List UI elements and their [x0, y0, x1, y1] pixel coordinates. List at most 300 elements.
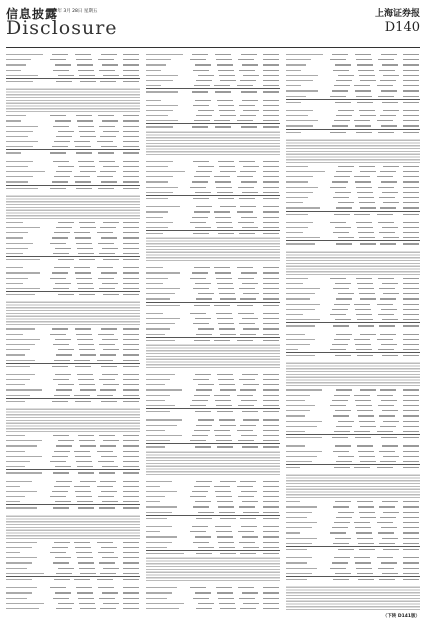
row-value-placeholder — [198, 110, 214, 111]
row-label-placeholder — [6, 232, 28, 233]
row-value-placeholder — [382, 501, 398, 502]
row-value-placeholder — [403, 197, 419, 198]
row-value-placeholder — [123, 237, 139, 238]
row-label-placeholder — [6, 603, 44, 604]
row-value-placeholder — [77, 374, 93, 375]
row-value-placeholder — [263, 166, 279, 167]
row-label-placeholder — [146, 405, 175, 406]
row-value-placeholder — [332, 90, 348, 91]
row-value-placeholder — [356, 349, 372, 350]
row-label-placeholder — [146, 171, 185, 172]
row-value-placeholder — [382, 192, 398, 193]
row-value-placeholder — [335, 192, 351, 193]
row-value-placeholder — [102, 64, 118, 65]
row-value-placeholder — [335, 283, 351, 284]
row-label-placeholder — [286, 579, 307, 580]
row-label-placeholder — [286, 568, 317, 569]
row-value-placeholder — [79, 259, 95, 260]
row-value-placeholder — [383, 549, 399, 550]
body-text-block — [286, 473, 420, 499]
row-value-placeholder — [403, 344, 419, 345]
row-value-placeholder — [56, 573, 72, 574]
row-value-placeholder — [241, 526, 257, 527]
row-value-placeholder — [381, 90, 397, 91]
row-value-placeholder — [332, 400, 348, 401]
row-value-placeholder — [263, 481, 279, 482]
row-value-placeholder — [378, 187, 394, 188]
row-label-placeholder — [146, 217, 163, 218]
row-value-placeholder — [263, 293, 279, 294]
row-value-placeholder — [217, 100, 233, 101]
row-value-placeholder — [381, 400, 397, 401]
row-value-placeholder — [123, 131, 139, 132]
row-value-placeholder — [219, 328, 235, 329]
row-label-placeholder — [6, 70, 21, 71]
column-middle — [146, 52, 280, 610]
row-value-placeholder — [190, 222, 206, 223]
row-value-placeholder — [198, 328, 214, 329]
row-value-placeholder — [360, 207, 376, 208]
row-value-placeholder — [215, 91, 231, 92]
row-value-placeholder — [58, 222, 74, 223]
row-value-placeholder — [240, 171, 256, 172]
row-value-placeholder — [378, 349, 394, 350]
row-label-placeholder — [6, 592, 32, 593]
row-value-placeholder — [102, 592, 118, 593]
body-text-block — [146, 556, 280, 582]
row-label-placeholder — [6, 481, 32, 482]
row-label-placeholder — [146, 389, 182, 390]
row-value-placeholder — [359, 293, 375, 294]
row-value-placeholder — [358, 288, 374, 289]
row-label-placeholder — [6, 54, 43, 55]
row-value-placeholder — [403, 214, 419, 215]
row-label-placeholder — [146, 85, 161, 86]
row-value-placeholder — [103, 294, 119, 295]
row-label-placeholder — [146, 395, 170, 396]
row-label-placeholder — [146, 211, 168, 212]
row-value-placeholder — [50, 152, 66, 153]
row-value-placeholder — [216, 440, 232, 441]
row-value-placeholder — [123, 283, 139, 284]
row-value-placeholder — [79, 222, 95, 223]
row-value-placeholder — [335, 102, 351, 103]
row-value-placeholder — [338, 549, 354, 550]
row-value-placeholder — [403, 278, 419, 279]
row-value-placeholder — [356, 405, 372, 406]
row-value-placeholder — [263, 334, 279, 335]
row-label-placeholder — [146, 496, 165, 497]
row-value-placeholder — [195, 592, 211, 593]
row-label-placeholder — [286, 222, 313, 223]
row-value-placeholder — [381, 527, 397, 528]
row-value-placeholder — [103, 222, 119, 223]
row-value-placeholder — [74, 141, 90, 142]
row-value-placeholder — [241, 435, 257, 436]
row-value-placeholder — [101, 547, 117, 548]
row-label-placeholder — [286, 527, 312, 528]
row-label-placeholder — [286, 59, 311, 60]
row-value-placeholder — [123, 389, 139, 390]
row-value-placeholder — [238, 496, 254, 497]
row-value-placeholder — [99, 70, 115, 71]
row-value-placeholder — [381, 181, 397, 182]
row-value-placeholder — [123, 603, 139, 604]
row-label-placeholder — [146, 54, 183, 55]
row-value-placeholder — [192, 126, 208, 127]
row-label-placeholder — [146, 501, 160, 502]
row-value-placeholder — [263, 411, 279, 412]
row-label-placeholder — [6, 456, 42, 457]
row-label-placeholder — [146, 542, 172, 543]
row-value-placeholder — [101, 146, 117, 147]
row-value-placeholder — [123, 146, 139, 147]
row-value-placeholder — [356, 532, 372, 533]
row-label-placeholder — [146, 435, 182, 436]
row-value-placeholder — [335, 64, 351, 65]
row-value-placeholder — [403, 96, 419, 97]
row-value-placeholder — [99, 472, 115, 473]
row-value-placeholder — [357, 410, 373, 411]
row-value-placeholder — [97, 360, 113, 361]
row-value-placeholder — [196, 389, 212, 390]
row-value-placeholder — [403, 237, 419, 238]
row-label-placeholder — [6, 288, 40, 289]
row-value-placeholder — [102, 466, 118, 467]
row-value-placeholder — [56, 389, 72, 390]
row-value-placeholder — [379, 579, 395, 580]
row-value-placeholder — [241, 272, 257, 273]
row-value-placeholder — [123, 272, 139, 273]
row-value-placeholder — [103, 603, 119, 604]
row-label-placeholder — [146, 553, 184, 554]
row-value-placeholder — [52, 328, 68, 329]
row-label-placeholder — [286, 293, 315, 294]
row-value-placeholder — [330, 222, 346, 223]
row-value-placeholder — [263, 105, 279, 106]
row-value-placeholder — [380, 426, 396, 427]
row-value-placeholder — [190, 496, 206, 497]
row-value-placeholder — [383, 237, 399, 238]
row-value-placeholder — [196, 334, 212, 335]
row-value-placeholder — [102, 248, 118, 249]
row-value-placeholder — [100, 171, 116, 172]
row-value-placeholder — [333, 415, 349, 416]
row-value-placeholder — [336, 171, 352, 172]
row-value-placeholder — [355, 181, 371, 182]
row-value-placeholder — [53, 253, 69, 254]
row-value-placeholder — [53, 70, 69, 71]
row-value-placeholder — [379, 288, 395, 289]
row-value-placeholder — [74, 176, 90, 177]
row-value-placeholder — [192, 435, 208, 436]
row-label-placeholder — [286, 349, 298, 350]
row-value-placeholder — [192, 217, 208, 218]
row-label-placeholder — [6, 542, 37, 543]
row-value-placeholder — [354, 214, 370, 215]
row-value-placeholder — [403, 451, 419, 452]
row-value-placeholder — [336, 243, 352, 244]
row-value-placeholder — [403, 389, 419, 390]
row-value-placeholder — [403, 59, 419, 60]
row-value-placeholder — [403, 85, 419, 86]
row-value-placeholder — [77, 339, 93, 340]
row-value-placeholder — [403, 543, 419, 544]
row-value-placeholder — [380, 334, 396, 335]
row-value-placeholder — [80, 136, 96, 137]
row-value-placeholder — [403, 176, 419, 177]
row-value-placeholder — [332, 125, 348, 126]
row-value-placeholder — [190, 440, 206, 441]
row-label-placeholder — [6, 344, 35, 345]
row-value-placeholder — [220, 553, 236, 554]
body-text-block — [146, 130, 280, 156]
row-value-placeholder — [380, 298, 396, 299]
row-value-placeholder — [238, 405, 254, 406]
row-value-placeholder — [193, 323, 209, 324]
row-value-placeholder — [123, 587, 139, 588]
row-label-placeholder — [146, 187, 178, 188]
row-value-placeholder — [195, 318, 211, 319]
row-value-placeholder — [190, 587, 206, 588]
row-label-placeholder — [286, 192, 313, 193]
row-value-placeholder — [198, 384, 214, 385]
row-label-placeholder — [6, 496, 25, 497]
row-value-placeholder — [194, 267, 210, 268]
row-value-placeholder — [403, 421, 419, 422]
row-label-placeholder — [286, 319, 320, 320]
row-value-placeholder — [215, 181, 231, 182]
row-value-placeholder — [193, 70, 209, 71]
row-label-placeholder — [286, 501, 300, 502]
row-value-placeholder — [335, 538, 351, 539]
row-value-placeholder — [76, 115, 92, 116]
row-value-placeholder — [332, 309, 348, 310]
row-value-placeholder — [75, 237, 91, 238]
row-value-placeholder — [263, 592, 279, 593]
row-value-placeholder — [360, 389, 376, 390]
row-label-placeholder — [286, 426, 317, 427]
row-label-placeholder — [146, 446, 165, 447]
row-label-placeholder — [6, 466, 25, 467]
row-label-placeholder — [286, 132, 301, 133]
row-value-placeholder — [381, 437, 397, 438]
row-value-placeholder — [75, 401, 91, 402]
row-value-placeholder — [74, 579, 90, 580]
row-value-placeholder — [78, 253, 94, 254]
row-value-placeholder — [123, 232, 139, 233]
row-value-placeholder — [123, 557, 139, 558]
row-label-placeholder — [286, 573, 312, 574]
row-value-placeholder — [383, 202, 399, 203]
row-label-placeholder — [6, 568, 27, 569]
row-label-placeholder — [286, 197, 308, 198]
row-value-placeholder — [358, 451, 374, 452]
row-value-placeholder — [123, 562, 139, 563]
row-value-placeholder — [55, 466, 71, 467]
row-value-placeholder — [54, 542, 70, 543]
row-value-placeholder — [123, 349, 139, 350]
row-value-placeholder — [219, 419, 235, 420]
row-label-placeholder — [146, 506, 177, 507]
row-value-placeholder — [193, 233, 209, 234]
row-value-placeholder — [237, 267, 253, 268]
row-value-placeholder — [242, 501, 258, 502]
row-value-placeholder — [100, 81, 116, 82]
row-value-placeholder — [356, 96, 372, 97]
row-value-placeholder — [123, 592, 139, 593]
row-value-placeholder — [403, 355, 419, 356]
row-value-placeholder — [243, 75, 259, 76]
row-value-placeholder — [263, 328, 279, 329]
row-value-placeholder — [359, 202, 375, 203]
row-label-placeholder — [286, 187, 318, 188]
row-value-placeholder — [263, 115, 279, 116]
row-value-placeholder — [74, 395, 90, 396]
row-value-placeholder — [263, 161, 279, 162]
row-value-placeholder — [240, 608, 256, 609]
row-value-placeholder — [192, 91, 208, 92]
row-value-placeholder — [356, 222, 372, 223]
row-value-placeholder — [358, 415, 374, 416]
row-value-placeholder — [354, 395, 370, 396]
row-label-placeholder — [146, 411, 170, 412]
row-label-placeholder — [286, 522, 317, 523]
row-value-placeholder — [195, 283, 211, 284]
row-value-placeholder — [99, 562, 115, 563]
row-value-placeholder — [357, 501, 373, 502]
row-value-placeholder — [403, 120, 419, 121]
row-value-placeholder — [190, 187, 206, 188]
row-value-placeholder — [263, 288, 279, 289]
row-value-placeholder — [123, 54, 139, 55]
row-value-placeholder — [100, 136, 116, 137]
row-value-placeholder — [355, 125, 371, 126]
row-value-placeholder — [403, 70, 419, 71]
row-label-placeholder — [146, 91, 178, 92]
row-value-placeholder — [192, 181, 208, 182]
row-value-placeholder — [238, 587, 254, 588]
row-value-placeholder — [123, 547, 139, 548]
row-label-placeholder — [146, 318, 180, 319]
row-label-placeholder — [286, 102, 301, 103]
row-value-placeholder — [55, 339, 71, 340]
row-value-placeholder — [263, 187, 279, 188]
row-value-placeholder — [403, 405, 419, 406]
row-value-placeholder — [80, 389, 96, 390]
row-value-placeholder — [336, 115, 352, 116]
row-value-placeholder — [382, 538, 398, 539]
row-value-placeholder — [215, 54, 231, 55]
row-value-placeholder — [263, 486, 279, 487]
row-value-placeholder — [58, 259, 74, 260]
row-value-placeholder — [220, 481, 236, 482]
row-value-placeholder — [403, 283, 419, 284]
row-label-placeholder — [286, 517, 307, 518]
row-value-placeholder — [403, 339, 419, 340]
row-value-placeholder — [54, 395, 70, 396]
row-value-placeholder — [220, 206, 236, 207]
row-value-placeholder — [263, 542, 279, 543]
row-value-placeholder — [382, 64, 398, 65]
row-label-placeholder — [6, 435, 25, 436]
row-value-placeholder — [123, 278, 139, 279]
row-value-placeholder — [403, 467, 419, 468]
row-value-placeholder — [123, 435, 139, 436]
row-value-placeholder — [103, 166, 119, 167]
row-value-placeholder — [195, 64, 211, 65]
row-value-placeholder — [338, 110, 354, 111]
row-value-placeholder — [354, 467, 370, 468]
row-value-placeholder — [263, 389, 279, 390]
row-value-placeholder — [263, 85, 279, 86]
row-value-placeholder — [239, 105, 255, 106]
row-value-placeholder — [333, 70, 349, 71]
row-value-placeholder — [263, 233, 279, 234]
row-label-placeholder — [286, 389, 322, 390]
row-value-placeholder — [354, 339, 370, 340]
row-value-placeholder — [195, 100, 211, 101]
row-value-placeholder — [403, 568, 419, 569]
row-value-placeholder — [77, 501, 93, 502]
row-value-placeholder — [123, 70, 139, 71]
row-value-placeholder — [218, 161, 234, 162]
row-value-placeholder — [338, 166, 354, 167]
row-value-placeholder — [378, 278, 394, 279]
row-value-placeholder — [123, 491, 139, 492]
row-label-placeholder — [6, 64, 26, 65]
row-value-placeholder — [123, 171, 139, 172]
row-value-placeholder — [123, 248, 139, 249]
row-value-placeholder — [78, 344, 94, 345]
row-label-placeholder — [6, 294, 35, 295]
row-value-placeholder — [356, 278, 372, 279]
row-value-placeholder — [195, 411, 211, 412]
row-value-placeholder — [380, 80, 396, 81]
row-value-placeholder — [220, 115, 236, 116]
row-value-placeholder — [241, 400, 257, 401]
row-label-placeholder — [146, 115, 168, 116]
row-value-placeholder — [55, 283, 71, 284]
row-value-placeholder — [54, 267, 70, 268]
row-label-placeholder — [146, 384, 165, 385]
row-label-placeholder — [6, 401, 25, 402]
row-label-placeholder — [286, 334, 305, 335]
row-label-placeholder — [146, 293, 175, 294]
row-value-placeholder — [54, 486, 70, 487]
row-value-placeholder — [403, 232, 419, 233]
row-value-placeholder — [336, 426, 352, 427]
row-label-placeholder — [286, 85, 301, 86]
row-value-placeholder — [123, 152, 139, 153]
row-value-placeholder — [74, 360, 90, 361]
row-value-placeholder — [239, 323, 255, 324]
row-label-placeholder — [6, 115, 26, 116]
row-value-placeholder — [78, 70, 94, 71]
row-value-placeholder — [196, 80, 212, 81]
row-label-placeholder — [6, 222, 23, 223]
row-value-placeholder — [79, 131, 95, 132]
row-label-placeholder — [146, 100, 161, 101]
row-value-placeholder — [354, 557, 370, 558]
row-value-placeholder — [102, 283, 118, 284]
row-value-placeholder — [56, 136, 72, 137]
row-value-placeholder — [219, 512, 235, 513]
section-title-en: Disclosure — [6, 17, 118, 39]
row-value-placeholder — [263, 272, 279, 273]
row-value-placeholder — [263, 603, 279, 604]
row-value-placeholder — [52, 366, 68, 367]
